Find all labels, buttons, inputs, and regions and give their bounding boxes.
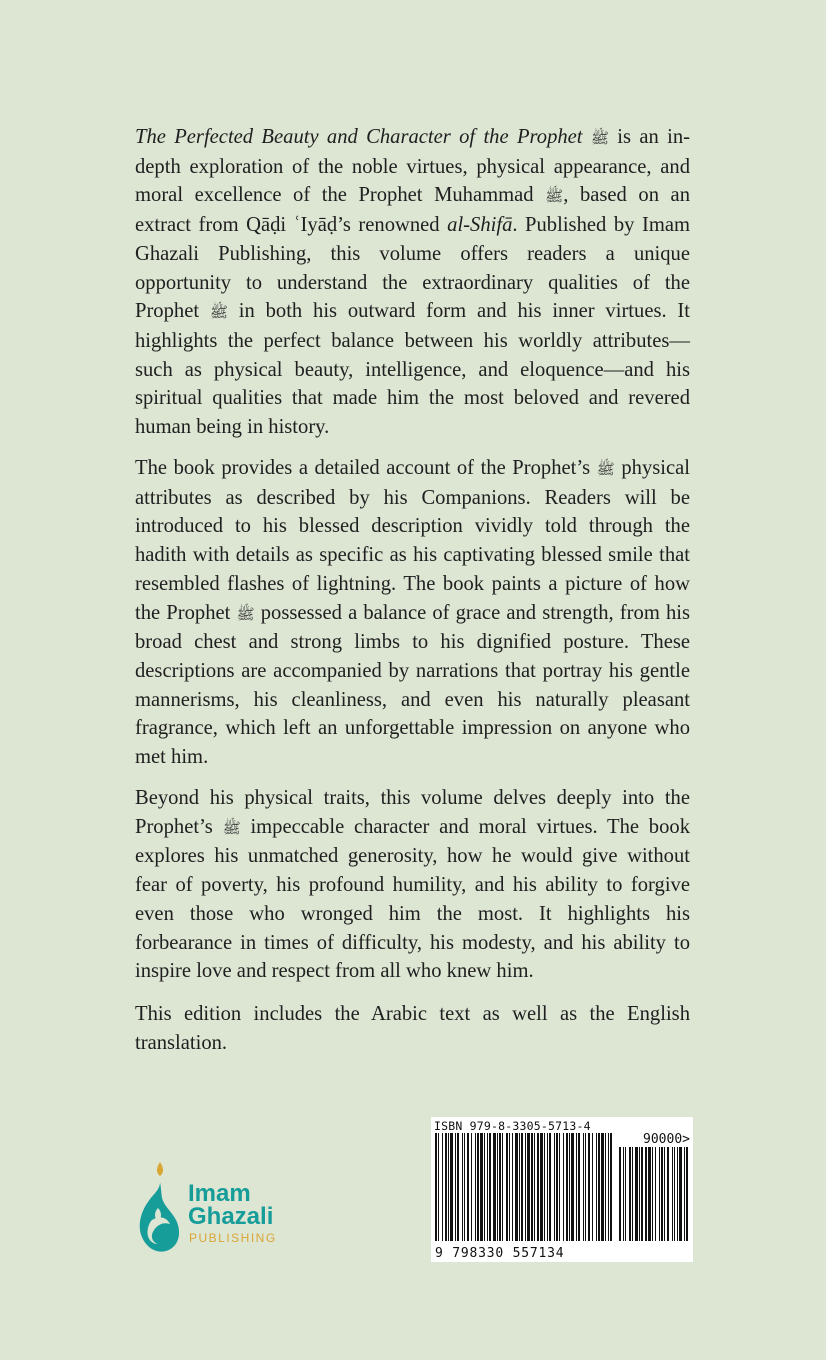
barcode-bar bbox=[457, 1133, 459, 1241]
barcode-bar bbox=[544, 1133, 545, 1241]
barcode-bar bbox=[506, 1133, 508, 1241]
barcode-bar bbox=[569, 1133, 570, 1241]
barcode-bar bbox=[450, 1133, 453, 1241]
barcode-bar bbox=[435, 1133, 437, 1241]
barcode-bar bbox=[601, 1133, 604, 1241]
barcode-bar bbox=[515, 1133, 518, 1241]
addon-bar bbox=[677, 1147, 678, 1241]
barcode-bar bbox=[588, 1133, 590, 1241]
description-paragraph-1 bbox=[135, 123, 690, 442]
p1-text-d: in both his outward form and his inner virtues. It highlights the perfect balance between his worldly attributes—such as physical beauty, intelligence, and eloquence—and his spiritual qualities that made him the most beloved and revered human being in history. bbox=[135, 300, 690, 439]
isbn-number: ISBN 979-8-3305-5713-4 bbox=[434, 1119, 591, 1133]
addon-bar bbox=[641, 1147, 643, 1241]
barcode-bar bbox=[455, 1133, 456, 1241]
addon-bar bbox=[679, 1147, 682, 1241]
addon-bar bbox=[661, 1147, 663, 1241]
barcode-bar bbox=[583, 1133, 584, 1241]
barcode-bar bbox=[509, 1133, 510, 1241]
flame-leaf-icon bbox=[134, 1160, 182, 1258]
barcode-bar bbox=[608, 1133, 609, 1241]
publisher-name-line2: Ghazali bbox=[188, 1203, 274, 1230]
p2-text-b: physical attributes as described by his Companions. Readers will be introduced to his blessed description vividly told through the hadith with details as specific as his captivating blessed smile that resembled flashes of lightning. The book paints a picture of how the Prophet bbox=[135, 457, 690, 624]
barcode-bar bbox=[596, 1133, 597, 1241]
barcode-bar bbox=[566, 1133, 568, 1241]
barcode-bar bbox=[487, 1133, 488, 1241]
barcode-bar bbox=[442, 1133, 443, 1241]
barcode-bar bbox=[497, 1133, 498, 1241]
addon-bar bbox=[635, 1147, 638, 1241]
honorific-2: ﷺ bbox=[545, 187, 564, 206]
barcode-bar bbox=[519, 1133, 520, 1241]
publisher-name bbox=[188, 1182, 273, 1228]
p3-text-a: Beyond his physical traits, this volume delves deeply into the Prophet’s bbox=[135, 787, 690, 838]
barcode-bar bbox=[475, 1133, 476, 1241]
book-title: The Perfected Beauty and Character of the Prophet bbox=[135, 126, 583, 148]
barcode-bar bbox=[464, 1133, 465, 1241]
addon-bar bbox=[674, 1147, 675, 1241]
barcode-bar bbox=[540, 1133, 543, 1241]
barcode-bar bbox=[531, 1133, 533, 1241]
p3-text-b: impeccable character and moral virtues. The book explores his unmatched generosity, how he would give without fear of poverty, his profound humility, and his ability to forgive even those who wronged him the most. It highlights his forbearance in times of difficulty, his modesty, and his ability to inspire love and respect from all who knew him. bbox=[135, 815, 690, 983]
barcode-bars bbox=[435, 1133, 689, 1243]
barcode-bar bbox=[585, 1133, 586, 1241]
addon-bar bbox=[655, 1147, 656, 1241]
barcode-bar bbox=[471, 1133, 472, 1241]
publisher-logo bbox=[134, 1160, 314, 1260]
barcode-bar bbox=[592, 1133, 593, 1241]
barcode-bar bbox=[578, 1133, 580, 1241]
barcode-bar bbox=[559, 1133, 560, 1241]
barcode-bar bbox=[477, 1133, 479, 1241]
barcode-bar bbox=[563, 1133, 564, 1241]
addon-bar bbox=[625, 1147, 626, 1241]
honorific-3: ﷺ bbox=[209, 303, 228, 322]
p1-text-c: . Published by Imam Ghazali Publishing, this volume offers readers a unique opportunity to understand the extraordinary qualities of the Prophet bbox=[135, 214, 690, 323]
barcode-bar bbox=[554, 1133, 555, 1241]
publisher-name-line1: Imam bbox=[188, 1180, 251, 1207]
barcode-bar bbox=[499, 1133, 501, 1241]
p1-text-a: is an in-depth exploration of the noble virtues, physical appearance, and moral excellence of the Prophet Muhammad bbox=[135, 126, 690, 207]
addon-bar bbox=[652, 1147, 653, 1241]
addon-bar bbox=[623, 1147, 624, 1241]
barcode-bar bbox=[534, 1133, 535, 1241]
p2-text-a: The book provides a detailed account of the Prophet’s bbox=[135, 457, 597, 479]
ean-number: 9 798330 557134 bbox=[435, 1246, 565, 1261]
addon-bar bbox=[664, 1147, 665, 1241]
barcode-bar bbox=[438, 1133, 439, 1241]
barcode-bar bbox=[547, 1133, 548, 1241]
shifa-title: al-Shifā bbox=[447, 214, 513, 237]
barcode-bar bbox=[521, 1133, 523, 1241]
barcode-bar bbox=[610, 1133, 612, 1241]
addon-bar bbox=[686, 1147, 688, 1241]
addon-bar bbox=[672, 1147, 673, 1241]
addon-bar bbox=[648, 1147, 651, 1241]
p2-text-c: possessed a balance of grace and strength, from his broad chest and strong limbs to his dignified posture. These descriptions are accompanied by narrations that portray his gentle mannerisms, his cleanliness, and even his naturally pleasant fragrance, which left an unforgettable impression on anyone who met him. bbox=[135, 601, 690, 769]
addon-bar bbox=[619, 1147, 621, 1241]
honorific-6: ﷺ bbox=[222, 818, 241, 837]
barcode-bar bbox=[576, 1133, 577, 1241]
barcode-bar bbox=[502, 1133, 503, 1241]
addon-bar bbox=[639, 1147, 640, 1241]
barcode-bar bbox=[549, 1133, 551, 1241]
barcode-bar bbox=[484, 1133, 485, 1241]
barcode-bar bbox=[489, 1133, 491, 1241]
barcode-bar bbox=[480, 1133, 483, 1241]
honorific-5: ﷺ bbox=[236, 604, 255, 623]
addon-bar bbox=[629, 1147, 631, 1241]
barcode-bar bbox=[527, 1133, 530, 1241]
publisher-subtitle: PUBLISHING bbox=[189, 1231, 277, 1245]
description-paragraph-4 bbox=[135, 1000, 690, 1057]
barcode-bar bbox=[462, 1133, 463, 1241]
barcode-bar bbox=[605, 1133, 606, 1241]
barcode-bar bbox=[556, 1133, 558, 1241]
addon-bar bbox=[667, 1147, 669, 1241]
barcode-bar bbox=[512, 1133, 513, 1241]
honorific-1: ﷺ bbox=[590, 129, 609, 147]
barcode-bar bbox=[537, 1133, 539, 1241]
description-paragraph-3 bbox=[135, 784, 690, 986]
description-paragraph-2 bbox=[135, 454, 690, 772]
p1-text-b: , based on an extract from Qāḍi ʿIyāḍ’s renowned bbox=[135, 184, 690, 237]
barcode-bar bbox=[571, 1133, 574, 1241]
honorific-4: ﷺ bbox=[596, 460, 615, 478]
price-code: 90000> bbox=[643, 1132, 690, 1147]
barcode-bar bbox=[448, 1133, 449, 1241]
barcode-bar bbox=[493, 1133, 496, 1241]
addon-bar bbox=[684, 1147, 685, 1241]
addon-bar bbox=[659, 1147, 660, 1241]
isbn-barcode bbox=[431, 1117, 693, 1262]
p4-text: This edition includes the Arabic text as well as the English translation. bbox=[135, 1003, 690, 1054]
addon-bar bbox=[632, 1147, 633, 1241]
barcode-bar bbox=[598, 1133, 600, 1241]
barcode-bar bbox=[445, 1133, 447, 1241]
barcode-bar bbox=[525, 1133, 526, 1241]
barcode-bar bbox=[467, 1133, 469, 1241]
addon-bar bbox=[645, 1147, 647, 1241]
